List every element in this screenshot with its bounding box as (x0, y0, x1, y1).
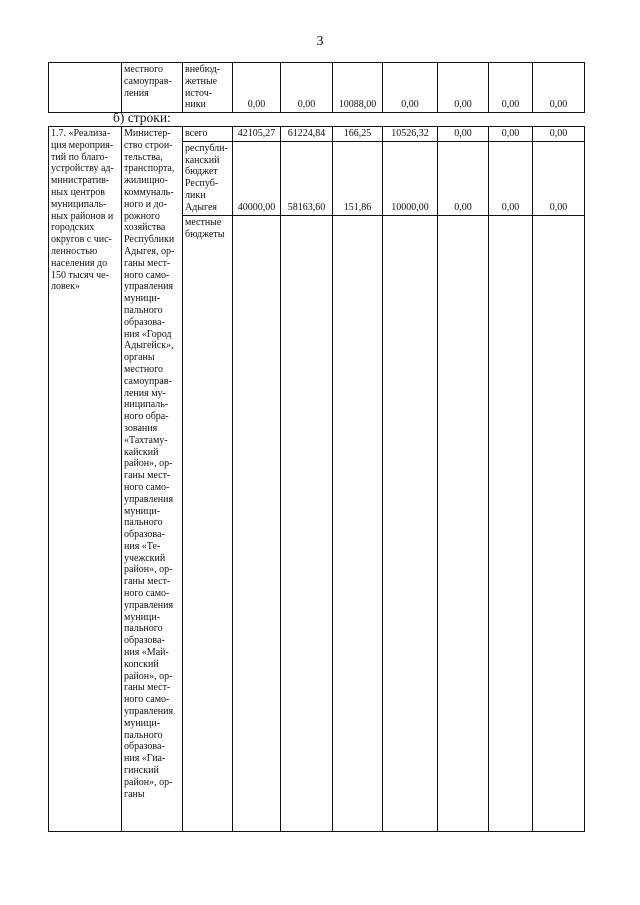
executor-line: пального (124, 623, 163, 635)
name-line: устройству ад- (51, 163, 114, 175)
source-cell-total (183, 127, 233, 142)
value-cell (438, 215, 489, 831)
source-line: жетные (185, 75, 218, 87)
source-cell-local (183, 215, 233, 831)
name-line: ных районов и (51, 210, 114, 222)
executor-line: копский (124, 658, 159, 670)
value-cell: 0,00 (489, 141, 533, 215)
executor-line: местного (124, 64, 164, 75)
value-cell: 58163,60 (281, 141, 333, 215)
section-heading: б) строки: (113, 110, 171, 125)
executor-line: образова- (124, 316, 165, 328)
value-cell: 10088,00 (333, 63, 383, 113)
value-cell: 0,00 (533, 127, 585, 142)
main-table (48, 126, 585, 832)
value-cell: 0,00 (489, 63, 533, 113)
value-cell: 40000,00 (233, 141, 281, 215)
executor-line: муници- (124, 611, 161, 623)
executor-line: образова- (124, 741, 165, 753)
executor-line: Министер- (124, 128, 171, 139)
executor-line: ния «Май- (124, 647, 169, 659)
name-line: министратив- (51, 175, 110, 187)
source-line: канский (185, 154, 220, 166)
executor-line: ганы мест- (124, 576, 171, 588)
executor-line: рожного (124, 210, 160, 222)
executor-line: хозяйства (124, 222, 166, 234)
value-cell (281, 215, 333, 831)
name-line: 1.7. «Реализа- (51, 128, 111, 139)
source-line: местные (185, 216, 222, 228)
executor-line: район», ор- (124, 670, 173, 682)
executor-line: образова- (124, 635, 165, 647)
name-cell (49, 63, 122, 113)
name-line: населения до (51, 257, 108, 269)
page-number: 3 (316, 34, 324, 49)
executor-line: Республики (124, 234, 175, 246)
top-table (48, 62, 585, 113)
executor-line: ганы (124, 788, 145, 800)
executor-line: ганы мест- (124, 682, 171, 694)
value-cell: 0,00 (438, 63, 489, 113)
executor-line: местного (124, 363, 164, 375)
executor-line: управления (124, 706, 174, 718)
value-cell: 0,00 (281, 63, 333, 113)
executor-line: пального (124, 729, 163, 741)
executor-line: самоуправ- (124, 375, 172, 387)
value-cell: 61224,84 (281, 127, 333, 142)
value-cell (533, 215, 585, 831)
executor-line: муници- (124, 505, 161, 517)
value-cell: 151,86 (333, 141, 383, 215)
value-cell (233, 215, 281, 831)
executor-line: самоуправ- (124, 75, 172, 87)
value-cell: 166,25 (333, 127, 383, 142)
executor-line: зования (124, 422, 158, 434)
executor-line: управления (124, 281, 174, 293)
executor-line: ния «Гиа- (124, 753, 166, 765)
executor-line: тельства, (124, 151, 163, 163)
executor-line: ного само- (124, 269, 170, 281)
measure-name-cell (49, 127, 122, 832)
source-line: Адыгея (185, 201, 218, 213)
value-cell: 42105,27 (233, 127, 281, 142)
value-cell: 0,00 (533, 141, 585, 215)
executor-line: ного и до- (124, 198, 167, 210)
executor-line: ниципаль- (124, 399, 169, 411)
executor-line: пального (124, 304, 163, 316)
name-line: округов с чис- (51, 234, 112, 246)
value-cell: 0,00 (438, 127, 489, 142)
executor-line: пального (124, 517, 163, 529)
executor-line: ного само- (124, 694, 170, 706)
source-line: республи- (185, 142, 228, 154)
executor-line: транспорта, (124, 163, 175, 175)
name-line: ловек» (51, 281, 80, 293)
source-line: бюджет (185, 166, 218, 178)
name-line: ция мероприя- (51, 139, 114, 151)
executor-line: ния «Город (124, 328, 172, 340)
executor-cell (122, 127, 183, 832)
source-cell (183, 63, 233, 113)
executor-line: ного обра- (124, 411, 169, 423)
executor-line: управления (124, 493, 174, 505)
name-line: ных центров (51, 186, 105, 198)
executor-line: муници- (124, 717, 161, 729)
executor-line: ного само- (124, 588, 170, 600)
executor-line: образова- (124, 529, 165, 541)
executor-line: жилищно- (124, 175, 168, 187)
executor-line: гинский (124, 765, 159, 777)
executor-line: район», ор- (124, 776, 173, 788)
source-line: источ- (185, 87, 213, 99)
executor-line: Адыгея, ор- (124, 245, 175, 257)
executor-line: ганы мест- (124, 257, 171, 269)
executor-line: ство строи- (124, 139, 173, 151)
value-cell: 10000,00 (383, 141, 438, 215)
name-line: муниципаль- (51, 198, 107, 210)
executor-line: коммуналь- (124, 186, 174, 198)
value-cell (333, 215, 383, 831)
executor-line: органы (124, 352, 155, 364)
source-line: Респуб- (185, 178, 219, 190)
value-cell: 0,00 (533, 63, 585, 113)
name-line: 150 тысяч че- (51, 269, 109, 281)
name-line: городских (51, 222, 95, 234)
source-line: внебюд- (185, 64, 220, 75)
name-line: тий по благо- (51, 151, 108, 163)
name-line: ленностью (51, 245, 98, 257)
source-cell-republic (183, 141, 233, 215)
executor-line: учежский (124, 552, 166, 564)
executor-line: ганы мест- (124, 470, 171, 482)
source-line: лики (185, 189, 206, 201)
executor-line: управления (124, 599, 174, 611)
value-cell: 0,00 (489, 127, 533, 142)
source-line: ники (185, 99, 206, 111)
executor-line: район», ор- (124, 458, 173, 470)
executor-line: муници- (124, 293, 161, 305)
executor-line: ления му- (124, 387, 166, 399)
value-cell: 0,00 (438, 141, 489, 215)
source-line: бюджеты (185, 228, 225, 240)
executor-cell (122, 63, 183, 113)
value-cell (489, 215, 533, 831)
executor-line: ления (124, 87, 149, 99)
executor-line: Адыгейск», (124, 340, 174, 352)
value-cell (383, 215, 438, 831)
executor-line: ного само- (124, 481, 170, 493)
executor-line: ния «Те- (124, 540, 161, 552)
executor-line: район», ор- (124, 564, 173, 576)
value-cell: 0,00 (383, 63, 438, 113)
executor-line: кайский (124, 446, 159, 458)
value-cell: 0,00 (233, 63, 281, 113)
value-cell: 10526,32 (383, 127, 438, 142)
source-line: всего (185, 128, 208, 139)
executor-line: «Тахтаму- (124, 434, 168, 446)
